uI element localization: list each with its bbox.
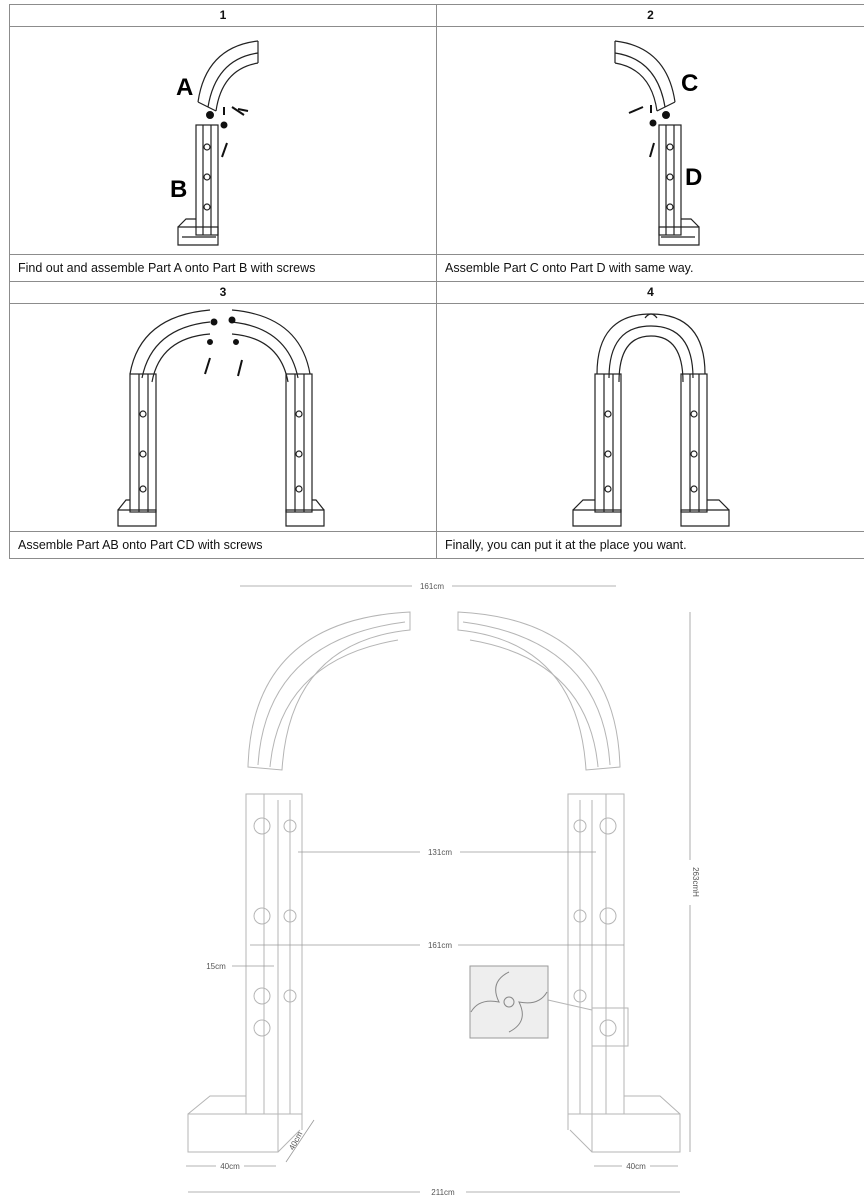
assembly-steps-table xyxy=(9,4,864,559)
dimension-diagram xyxy=(0,560,864,1200)
step-illustration-1 xyxy=(10,27,436,255)
dim-inner-width-upper: 131cm xyxy=(427,848,453,857)
step-illustration-2 xyxy=(437,27,864,255)
part-label-d: D xyxy=(685,164,703,191)
completed-arch-illustration xyxy=(437,304,864,531)
step-number: 3 xyxy=(10,282,436,304)
step-number: 4 xyxy=(437,282,864,304)
arch-halves-joining-illustration xyxy=(10,304,437,531)
detail-callout-box xyxy=(592,1008,628,1046)
step-caption: Assemble Part C onto Part D with same way. xyxy=(437,255,864,282)
steps-row-2 xyxy=(10,282,864,558)
arch-half-assembly-cd-illustration xyxy=(437,27,864,254)
step-cell-2 xyxy=(437,5,864,282)
dim-base-depth: 40cm xyxy=(287,1130,305,1152)
step-number: 2 xyxy=(437,5,864,27)
part-label-a: A xyxy=(176,74,194,101)
arch-half-assembly-ab-illustration xyxy=(10,27,437,254)
scroll-detail-panel xyxy=(470,966,548,1038)
dim-side-depth: 15cm xyxy=(206,962,226,971)
right-post-outline xyxy=(568,794,680,1152)
dim-top-width: 161cm xyxy=(419,582,445,591)
step-caption: Find out and assemble Part A onto Part B with screws xyxy=(10,255,436,282)
step-number: 1 xyxy=(10,5,436,27)
step-caption: Assemble Part AB onto Part CD with screws xyxy=(18,538,263,552)
step-cell-4 xyxy=(437,282,864,558)
step-illustration-3 xyxy=(10,304,436,532)
step-illustration-4 xyxy=(437,304,864,532)
upper-arch-left-piece xyxy=(248,612,410,770)
part-label-c: C xyxy=(681,70,699,97)
dim-base-width-left: 40cm xyxy=(220,1162,240,1171)
dim-inner-width-lower: 161cm xyxy=(427,941,453,950)
step-cell-1 xyxy=(10,5,437,282)
step-caption: Finally, you can put it at the place you want. xyxy=(445,538,687,552)
left-post-outline xyxy=(188,794,305,1152)
step-cell-3 xyxy=(10,282,437,558)
dim-total-width: 211cm xyxy=(431,1188,455,1197)
dim-height: 263cmH xyxy=(691,867,700,897)
upper-arch-right-piece xyxy=(458,612,620,770)
dim-base-width-right: 40cm xyxy=(626,1162,646,1171)
part-label-b: B xyxy=(170,176,188,203)
steps-row-1 xyxy=(10,5,864,282)
